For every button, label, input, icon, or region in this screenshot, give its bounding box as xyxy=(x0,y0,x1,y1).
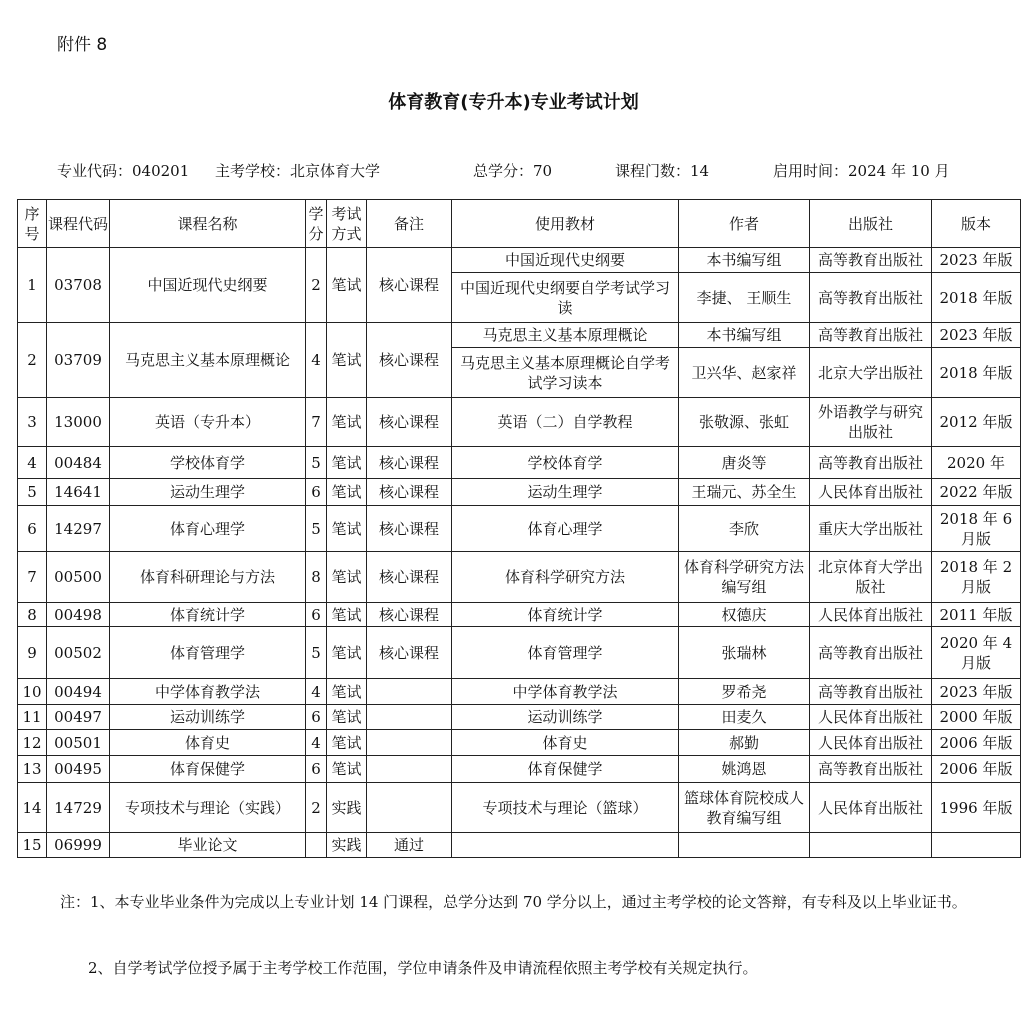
cell-edition: 2018 年版 xyxy=(932,273,1021,323)
cell-course-name: 中国近现代史纲要 xyxy=(110,248,306,323)
cell-textbook: 中国近现代史纲要自学考试学习读 xyxy=(452,273,679,323)
cell-textbook: 中学体育教学法 xyxy=(452,679,679,705)
cell-edition: 2000 年版 xyxy=(932,705,1021,730)
cell-no: 11 xyxy=(18,705,47,730)
table-row xyxy=(18,756,1021,783)
cell-course-name: 毕业论文 xyxy=(110,833,306,858)
cell-course-name: 中学体育教学法 xyxy=(110,679,306,705)
cell-edition: 2018 年 6 月版 xyxy=(932,506,1021,552)
cell-course-name: 体育科研理论与方法 xyxy=(110,552,306,603)
cell-remark: 核心课程 xyxy=(367,447,452,479)
cell-code: 06999 xyxy=(47,833,110,858)
cell-edition: 2006 年版 xyxy=(932,730,1021,756)
cell-exam-mode: 笔试 xyxy=(327,506,367,552)
cell-textbook: 体育管理学 xyxy=(452,627,679,679)
cell-publisher: 北京体育大学出版社 xyxy=(810,552,932,603)
cell-code: 00498 xyxy=(47,603,110,627)
main-school: 主考学校：北京体育大学 xyxy=(215,162,381,180)
cell-course-name: 体育心理学 xyxy=(110,506,306,552)
cell-edition: 2023 年版 xyxy=(932,679,1021,705)
cell-author: 姚鸿恩 xyxy=(679,756,810,783)
cell-author: 篮球体育院校成人教育编写组 xyxy=(679,783,810,833)
cell-credit: 4 xyxy=(306,730,327,756)
cell-author: 体育科学研究方法编写组 xyxy=(679,552,810,603)
table-row xyxy=(18,627,1021,679)
cell-course-name: 专项技术与理论（实践） xyxy=(110,783,306,833)
cell-course-name: 体育史 xyxy=(110,730,306,756)
cell-edition xyxy=(932,833,1021,858)
page-title: 体育教育(专升本)专业考试计划 xyxy=(388,92,639,113)
cell-no: 1 xyxy=(18,248,47,323)
cell-credit: 8 xyxy=(306,552,327,603)
cell-credit: 5 xyxy=(306,447,327,479)
cell-author: 郝勤 xyxy=(679,730,810,756)
start-date: 启用时间：2024 年 10 月 xyxy=(773,162,950,180)
table-row xyxy=(18,603,1021,627)
cell-no: 6 xyxy=(18,506,47,552)
exam-plan-table xyxy=(17,199,1021,858)
cell-code: 14297 xyxy=(47,506,110,552)
cell-textbook: 运动生理学 xyxy=(452,479,679,506)
header-remark: 备注 xyxy=(367,200,452,248)
cell-code: 13000 xyxy=(47,398,110,447)
cell-credit: 6 xyxy=(306,479,327,506)
cell-code: 00495 xyxy=(47,756,110,783)
cell-edition: 2006 年版 xyxy=(932,756,1021,783)
header-credit: 学分 xyxy=(306,200,327,248)
cell-author: 田麦久 xyxy=(679,705,810,730)
table-row xyxy=(18,447,1021,479)
table-body xyxy=(18,248,1021,858)
cell-textbook xyxy=(452,833,679,858)
cell-textbook: 专项技术与理论（篮球） xyxy=(452,783,679,833)
cell-credit: 5 xyxy=(306,506,327,552)
cell-remark xyxy=(367,730,452,756)
header-edition: 版本 xyxy=(932,200,1021,248)
cell-course-name: 英语（专升本） xyxy=(110,398,306,447)
cell-publisher: 北京大学出版社 xyxy=(810,348,932,398)
cell-credit xyxy=(306,833,327,858)
cell-remark xyxy=(367,756,452,783)
cell-remark: 核心课程 xyxy=(367,479,452,506)
cell-exam-mode: 笔试 xyxy=(327,447,367,479)
cell-code: 00501 xyxy=(47,730,110,756)
cell-no: 3 xyxy=(18,398,47,447)
cell-exam-mode: 笔试 xyxy=(327,679,367,705)
cell-code: 14641 xyxy=(47,479,110,506)
cell-exam-mode: 笔试 xyxy=(327,552,367,603)
cell-exam-mode: 笔试 xyxy=(327,248,367,323)
table-row xyxy=(18,833,1021,858)
header-mode: 考试方式 xyxy=(327,200,367,248)
cell-remark: 核心课程 xyxy=(367,398,452,447)
cell-remark: 核心课程 xyxy=(367,627,452,679)
cell-remark: 核心课程 xyxy=(367,603,452,627)
cell-exam-mode: 笔试 xyxy=(327,603,367,627)
table-row xyxy=(18,552,1021,603)
cell-publisher: 人民体育出版社 xyxy=(810,479,932,506)
cell-publisher: 重庆大学出版社 xyxy=(810,506,932,552)
cell-course-name: 学校体育学 xyxy=(110,447,306,479)
cell-credit: 6 xyxy=(306,603,327,627)
cell-exam-mode: 笔试 xyxy=(327,627,367,679)
cell-edition: 2020 年 4 月版 xyxy=(932,627,1021,679)
header-book: 使用教材 xyxy=(452,200,679,248)
table-row xyxy=(18,479,1021,506)
table-row xyxy=(18,730,1021,756)
cell-edition: 2011 年版 xyxy=(932,603,1021,627)
cell-credit: 5 xyxy=(306,627,327,679)
cell-exam-mode: 笔试 xyxy=(327,323,367,398)
cell-publisher: 人民体育出版社 xyxy=(810,783,932,833)
cell-textbook: 体育史 xyxy=(452,730,679,756)
cell-credit: 6 xyxy=(306,705,327,730)
table-row xyxy=(18,783,1021,833)
cell-exam-mode: 笔试 xyxy=(327,479,367,506)
cell-code: 14729 xyxy=(47,783,110,833)
cell-credit: 4 xyxy=(306,679,327,705)
cell-remark: 通过 xyxy=(367,833,452,858)
cell-exam-mode: 笔试 xyxy=(327,730,367,756)
cell-code: 00497 xyxy=(47,705,110,730)
cell-edition: 2018 年 2 月版 xyxy=(932,552,1021,603)
table-row xyxy=(18,398,1021,447)
cell-no: 2 xyxy=(18,323,47,398)
cell-no: 10 xyxy=(18,679,47,705)
cell-remark: 核心课程 xyxy=(367,552,452,603)
cell-code: 00502 xyxy=(47,627,110,679)
cell-author: 张瑞林 xyxy=(679,627,810,679)
cell-author: 本书编写组 xyxy=(679,323,810,348)
table-row xyxy=(18,679,1021,705)
cell-textbook: 体育统计学 xyxy=(452,603,679,627)
header-name: 课程名称 xyxy=(110,200,306,248)
cell-textbook: 马克思主义基本原理概论 xyxy=(452,323,679,348)
cell-edition: 2022 年版 xyxy=(932,479,1021,506)
cell-course-name: 运动训练学 xyxy=(110,705,306,730)
cell-no: 4 xyxy=(18,447,47,479)
cell-author: 李捷、 王顺生 xyxy=(679,273,810,323)
table-row xyxy=(18,248,1021,273)
cell-exam-mode: 实践 xyxy=(327,833,367,858)
cell-exam-mode: 笔试 xyxy=(327,705,367,730)
cell-textbook: 马克思主义基本原理概论自学考试学习读本 xyxy=(452,348,679,398)
cell-author: 本书编写组 xyxy=(679,248,810,273)
cell-exam-mode: 笔试 xyxy=(327,398,367,447)
header-code: 课程代码 xyxy=(47,200,110,248)
cell-textbook: 体育科学研究方法 xyxy=(452,552,679,603)
note-2: 2、自学考试学位授予属于主考学校工作范围，学位申请条件及申请流程依照主考学校有关规定执行。 xyxy=(88,959,758,977)
cell-textbook: 学校体育学 xyxy=(452,447,679,479)
cell-code: 00494 xyxy=(47,679,110,705)
cell-publisher: 高等教育出版社 xyxy=(810,627,932,679)
cell-credit: 7 xyxy=(306,398,327,447)
cell-no: 8 xyxy=(18,603,47,627)
major-code: 专业代码：040201 xyxy=(57,162,190,180)
cell-author: 权德庆 xyxy=(679,603,810,627)
cell-publisher: 人民体育出版社 xyxy=(810,730,932,756)
cell-author: 唐炎等 xyxy=(679,447,810,479)
cell-code: 00484 xyxy=(47,447,110,479)
cell-publisher xyxy=(810,833,932,858)
cell-author: 卫兴华、赵家祥 xyxy=(679,348,810,398)
cell-publisher: 高等教育出版社 xyxy=(810,447,932,479)
cell-credit: 2 xyxy=(306,783,327,833)
cell-code: 03708 xyxy=(47,248,110,323)
table-header-row xyxy=(18,200,1021,248)
header-author: 作者 xyxy=(679,200,810,248)
cell-textbook: 体育心理学 xyxy=(452,506,679,552)
cell-course-name: 体育保健学 xyxy=(110,756,306,783)
cell-credit: 2 xyxy=(306,248,327,323)
cell-course-name: 体育统计学 xyxy=(110,603,306,627)
attachment-label: 附件 8 xyxy=(57,35,108,55)
cell-publisher: 高等教育出版社 xyxy=(810,323,932,348)
cell-no: 7 xyxy=(18,552,47,603)
cell-remark: 核心课程 xyxy=(367,506,452,552)
cell-remark: 核心课程 xyxy=(367,323,452,398)
cell-textbook: 英语（二）自学教程 xyxy=(452,398,679,447)
cell-no: 9 xyxy=(18,627,47,679)
cell-edition: 1996 年版 xyxy=(932,783,1021,833)
cell-no: 5 xyxy=(18,479,47,506)
cell-code: 03709 xyxy=(47,323,110,398)
cell-credit: 6 xyxy=(306,756,327,783)
cell-exam-mode: 笔试 xyxy=(327,756,367,783)
cell-author: 李欣 xyxy=(679,506,810,552)
cell-edition: 2023 年版 xyxy=(932,323,1021,348)
cell-course-name: 马克思主义基本原理概论 xyxy=(110,323,306,398)
header-no: 序号 xyxy=(18,200,47,248)
table-row xyxy=(18,323,1021,348)
cell-course-name: 运动生理学 xyxy=(110,479,306,506)
cell-author xyxy=(679,833,810,858)
cell-textbook: 中国近现代史纲要 xyxy=(452,248,679,273)
cell-author: 王瑞元、苏全生 xyxy=(679,479,810,506)
cell-no: 13 xyxy=(18,756,47,783)
cell-no: 15 xyxy=(18,833,47,858)
cell-course-name: 体育管理学 xyxy=(110,627,306,679)
table-row xyxy=(18,705,1021,730)
cell-textbook: 体育保健学 xyxy=(452,756,679,783)
cell-remark: 核心课程 xyxy=(367,248,452,323)
cell-no: 12 xyxy=(18,730,47,756)
cell-remark xyxy=(367,679,452,705)
cell-remark xyxy=(367,705,452,730)
cell-author: 罗希尧 xyxy=(679,679,810,705)
cell-edition: 2012 年版 xyxy=(932,398,1021,447)
note-1: 注：1、本专业毕业条件为完成以上专业计划 14 门课程，总学分达到 70 学分以上，通过主考学校的论文答辩，有专科及以上毕业证书。 xyxy=(60,893,967,911)
cell-publisher: 高等教育出版社 xyxy=(810,273,932,323)
cell-publisher: 高等教育出版社 xyxy=(810,248,932,273)
cell-code: 00500 xyxy=(47,552,110,603)
header-publisher: 出版社 xyxy=(810,200,932,248)
cell-edition: 2020 年 xyxy=(932,447,1021,479)
cell-publisher: 高等教育出版社 xyxy=(810,756,932,783)
cell-edition: 2018 年版 xyxy=(932,348,1021,398)
table-row xyxy=(18,506,1021,552)
cell-publisher: 高等教育出版社 xyxy=(810,679,932,705)
cell-credit: 4 xyxy=(306,323,327,398)
cell-no: 14 xyxy=(18,783,47,833)
cell-publisher: 人民体育出版社 xyxy=(810,603,932,627)
course-count: 课程门数：14 xyxy=(615,162,710,180)
cell-edition: 2023 年版 xyxy=(932,248,1021,273)
total-credits: 总学分：70 xyxy=(473,162,553,180)
cell-textbook: 运动训练学 xyxy=(452,705,679,730)
cell-publisher: 外语教学与研究出版社 xyxy=(810,398,932,447)
cell-exam-mode: 实践 xyxy=(327,783,367,833)
cell-author: 张敬源、张虹 xyxy=(679,398,810,447)
cell-remark xyxy=(367,783,452,833)
cell-publisher: 人民体育出版社 xyxy=(810,705,932,730)
